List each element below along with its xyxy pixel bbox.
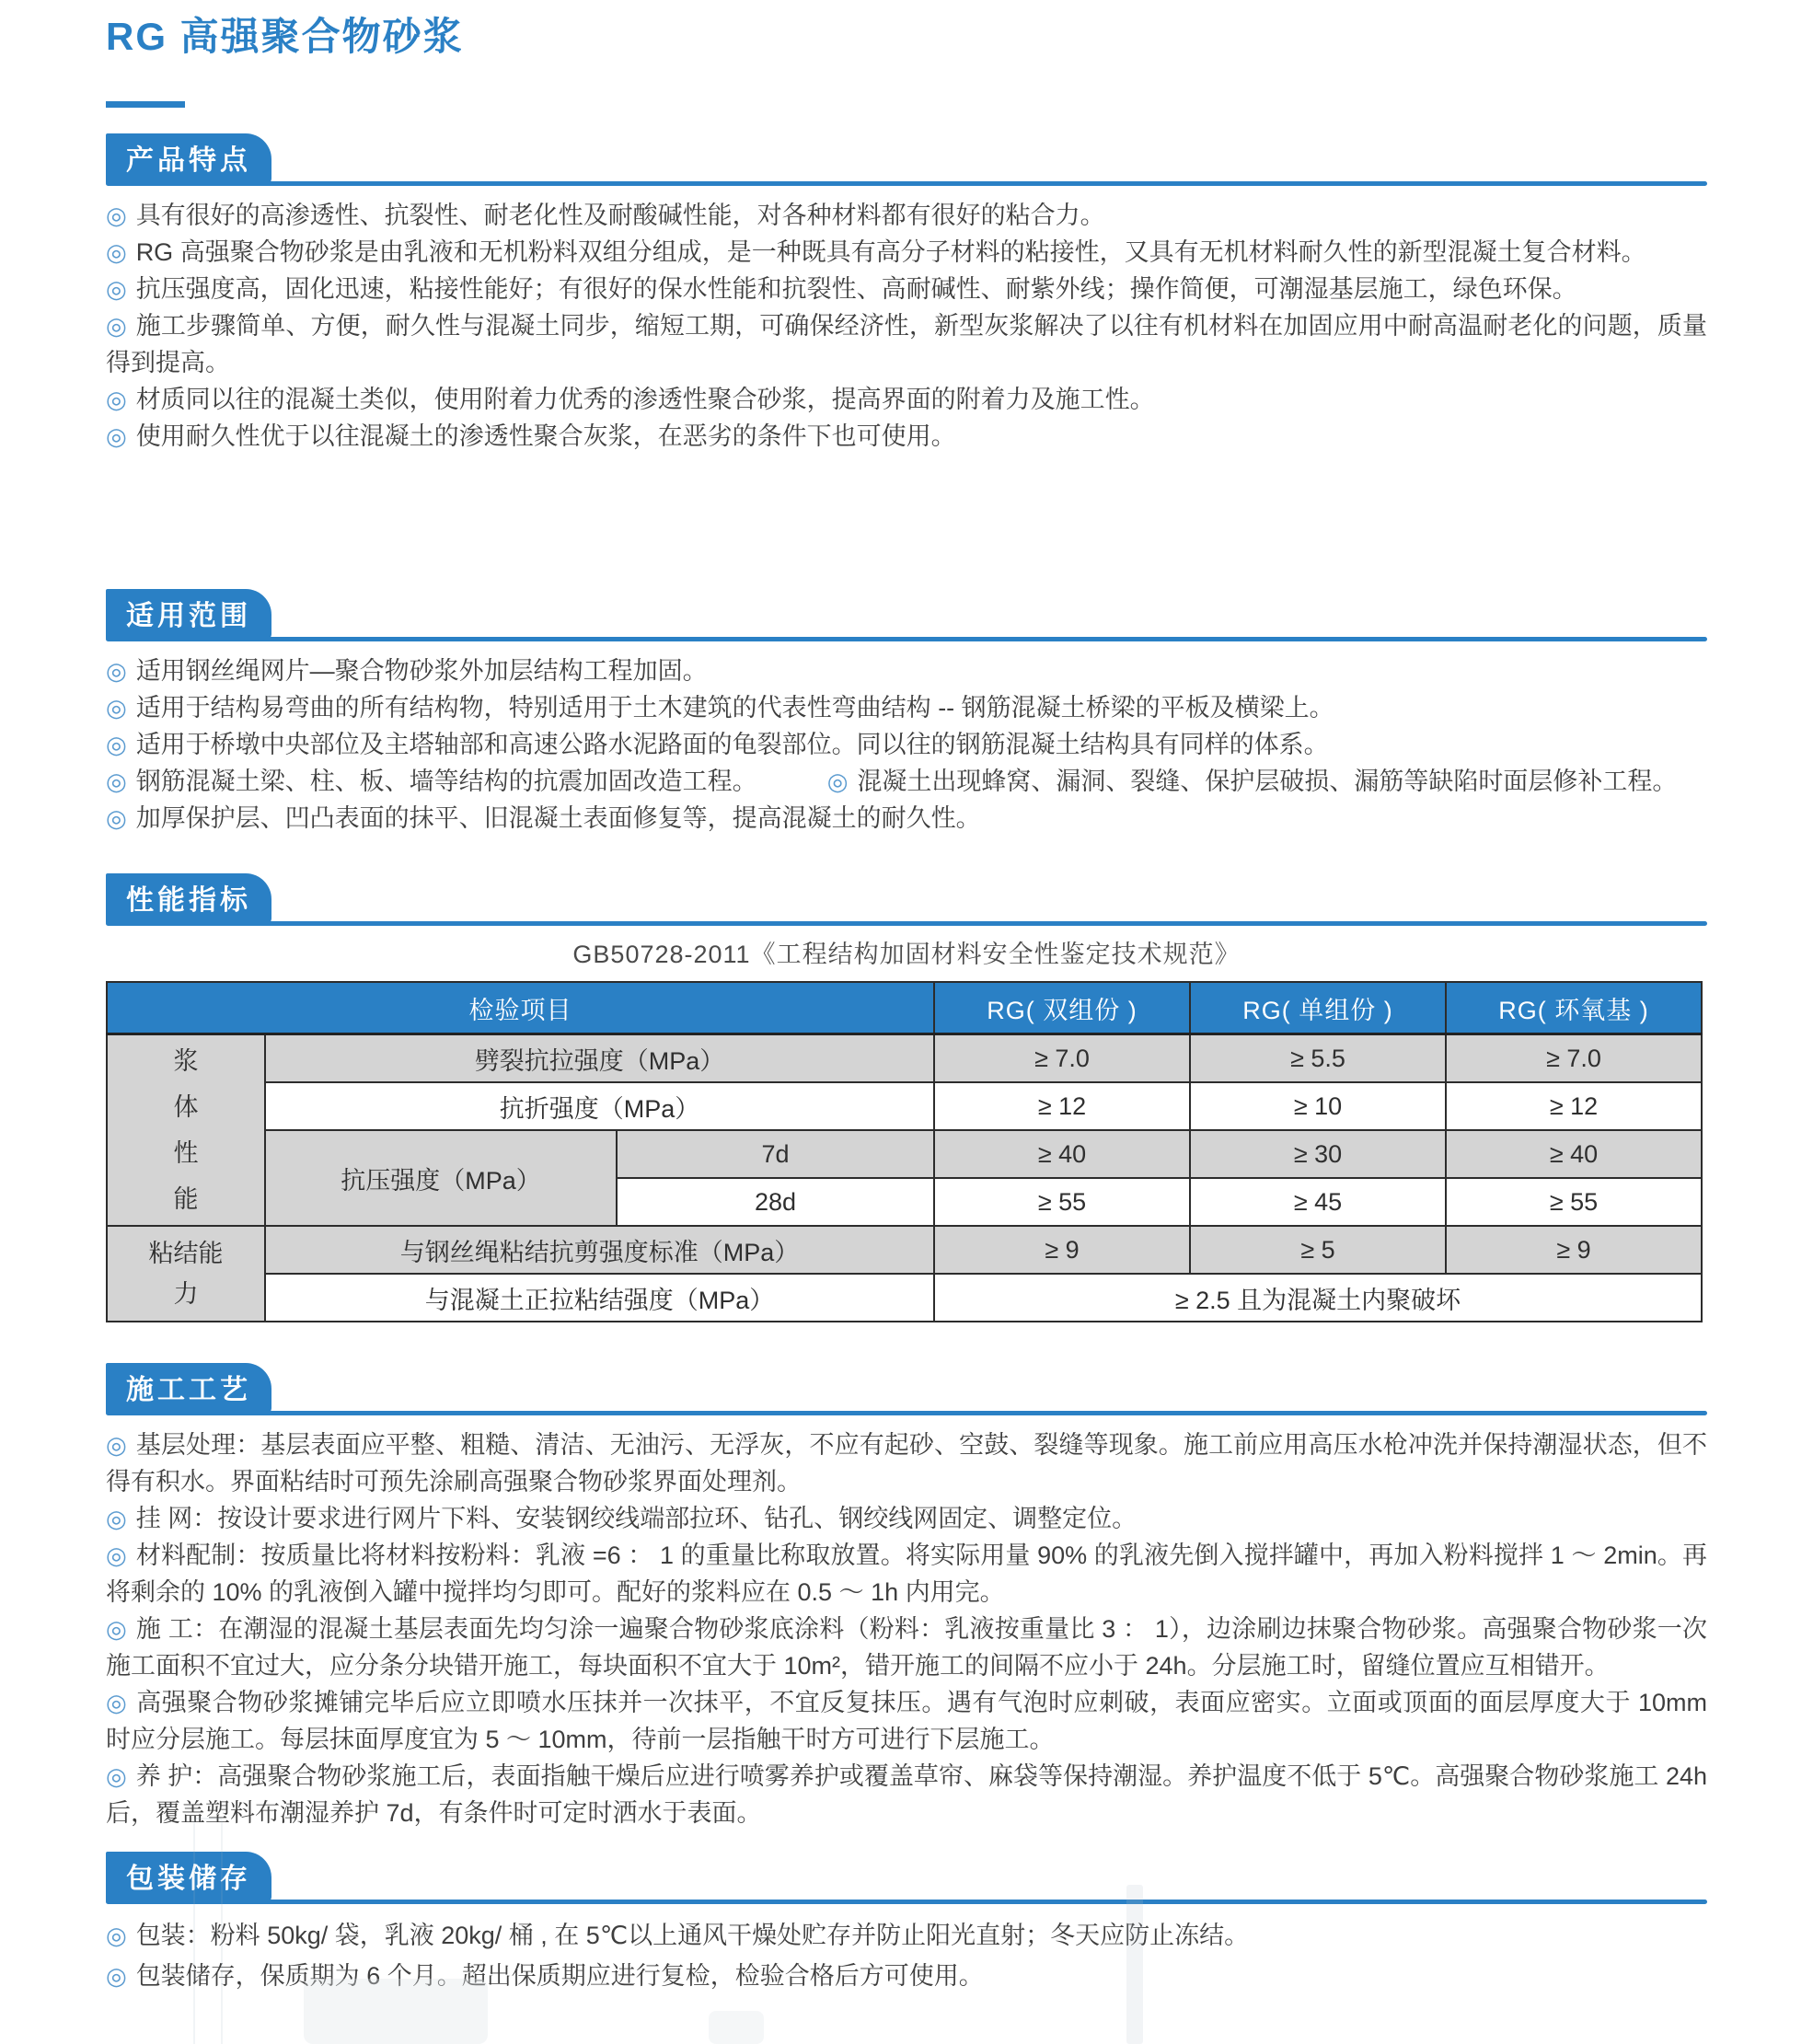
value-cell: ≥ 12 (934, 1082, 1190, 1130)
storage-item-text: 包装储存，保质期为 6 个月。超出保质期应进行复检，检验合格后方可使用。 (135, 1962, 984, 1990)
row-name-cell-compressive: 抗压强度（MPa） (265, 1130, 617, 1226)
process-item (106, 1611, 1707, 1684)
feature-item (106, 381, 1707, 418)
merged-value-cell: ≥ 2.5 且为混凝土内聚破坏 (934, 1274, 1702, 1322)
table-caption: GB50728-2011《工程结构加固材料安全性鉴定技术规范》 (572, 941, 1241, 968)
bullet-icon: ◎ (106, 768, 127, 795)
feature-item (106, 307, 1707, 381)
page-title: RG 高强聚合物砂浆 (106, 15, 464, 58)
process-item (106, 1537, 1707, 1611)
bullet-icon: ◎ (106, 1689, 128, 1716)
scope-item-text: 钢筋混凝土梁、柱、板、墙等结构的抗震加固改造工程。 (135, 768, 757, 795)
stub-text: 浆体性能 (173, 1047, 199, 1213)
performance-table (106, 981, 1703, 1322)
section-header-features (106, 133, 1707, 186)
table-row (107, 1034, 1702, 1083)
age-cell: 7d (617, 1130, 934, 1178)
feature-item-text: 施工步骤简单、方便，耐久性与混凝土同步，缩短工期，可确保经济性，新型灰浆解决了以往有机材料在加固应用中耐高温耐老化的问题，质量得到提高。 (106, 312, 1708, 376)
value-cell: ≥ 9 (934, 1226, 1190, 1274)
bullet-icon: ◎ (106, 694, 127, 722)
process-item (106, 1684, 1707, 1758)
feature-item-text: 使用耐久性优于以往混凝土的渗透性聚合灰浆，在恶劣的条件下也可使用。 (135, 422, 956, 450)
row-name-cell: 与钢丝绳粘结抗剪强度标准（MPa） (265, 1226, 934, 1274)
scope-item (106, 689, 1707, 726)
value-cell: ≥ 7.0 (1446, 1034, 1702, 1083)
storage-item (106, 1915, 1707, 1956)
bullet-icon: ◎ (106, 1762, 127, 1790)
section-rule (106, 181, 1707, 186)
table-header-cell-rg2: RG( 双组份 ) (934, 982, 1190, 1034)
table-row (107, 1226, 1702, 1274)
feature-item (106, 418, 1707, 455)
section-rule (106, 1411, 1707, 1415)
bullet-icon: ◎ (826, 768, 849, 795)
bullet-icon: ◎ (106, 657, 127, 685)
value-cell: ≥ 45 (1190, 1178, 1446, 1226)
watermark-shape (709, 2011, 764, 2044)
value-cell: ≥ 40 (1446, 1130, 1702, 1178)
feature-item-text: 具有很好的高渗透性、抗裂性、耐老化性及耐酸碱性能，对各种材料都有很好的粘合力。 (135, 202, 1105, 229)
feature-item-text: RG 高强聚合物砂浆是由乳液和无机粉料双组分组成，是一种既具有高分子材料的粘接性，又具有无机材料耐久性的新型混凝土复合材料。 (135, 238, 1646, 266)
table-header-cell-item: 检验项目 (107, 982, 934, 1034)
value-cell: ≥ 9 (1446, 1226, 1702, 1274)
page-content (106, 0, 1707, 1996)
bullet-icon: ◎ (106, 1431, 127, 1459)
scope-item-text: 适用于桥墩中央部位及主塔轴部和高速公路水泥路面的龟裂部位。同以往的钢筋混凝土结构具有同样的体系。 (135, 731, 1329, 758)
process-item-text: 挂 网：按设计要求进行网片下料、安装钢绞线端部拉环、钻孔、钢绞线网固定、调整定位。 (135, 1505, 1137, 1532)
scope-item-text: 混凝土出现蜂窝、漏洞、裂缝、保护层破损、漏筋等缺陷时面层修补工程。 (857, 768, 1678, 795)
scope-list (106, 652, 1707, 837)
title-underline (106, 101, 185, 108)
bullet-icon: ◎ (106, 731, 127, 758)
section-header-scope (106, 589, 1707, 641)
bullet-icon: ◎ (106, 238, 127, 266)
value-cell: ≥ 5.5 (1190, 1034, 1446, 1083)
value-cell: ≥ 55 (1446, 1178, 1702, 1226)
features-list (106, 197, 1707, 455)
value-cell: ≥ 12 (1446, 1082, 1702, 1130)
feature-item (106, 271, 1707, 307)
table-header-row (107, 982, 1702, 1034)
process-item-text: 高强聚合物砂浆摊铺完毕后应立即喷水压抹并一次抹平，不宜反复抹压。遇有气泡时应刺破，表面应密实。立面或顶面的面层厚度大于 10mm 时应分层施工。每层抹面厚度宜为 5 ～ 10mm，待前一层指触干时方可进行下层施工。 (106, 1689, 1708, 1753)
bullet-icon: ◎ (106, 1542, 127, 1569)
storage-item-text: 包装：粉料 50kg/ 袋，乳液 20kg/ 桶 , 在 5℃以上通风干燥处贮存并防止阳光直射；冬天应防止冻结。 (135, 1922, 1250, 1949)
value-cell: ≥ 30 (1190, 1130, 1446, 1178)
process-list (106, 1426, 1707, 1831)
scope-item-text: 加厚保护层、凹凸表面的抹平、旧混凝土表面修复等，提高混凝土的耐久性。 (135, 804, 981, 832)
bullet-icon: ◎ (106, 202, 127, 229)
process-item-text: 施 工：在潮湿的混凝土基层表面先均匀涂一遍聚合物砂浆底涂料（粉料：乳液按重量比 3 ： 1），边涂刷边抹聚合物砂浆。高强聚合物砂浆一次施工面积不宜过大，应分条分块错开施工，每块面积不宜大于 10m²，错开施工的间隔不应小于 24h。分层施工时，留缝位置应互相错开。 (106, 1615, 1707, 1680)
bullet-icon: ◎ (106, 422, 127, 450)
table-row (107, 1130, 1702, 1178)
section-rule (106, 1900, 1707, 1904)
bullet-icon: ◎ (106, 386, 127, 413)
bullet-icon: ◎ (106, 804, 127, 832)
row-name-cell: 与混凝土正拉粘结强度（MPa） (265, 1274, 934, 1322)
section-badge-performance: 性能指标 (106, 873, 271, 924)
row-name-cell: 抗折强度（MPa） (265, 1082, 934, 1130)
process-item (106, 1758, 1707, 1831)
scope-item-text: 适用于结构易弯曲的所有结构物，特别适用于土木建筑的代表性弯曲结构 -- 钢筋混凝土桥梁的平板及横梁上。 (135, 694, 1334, 722)
bullet-icon: ◎ (106, 312, 127, 340)
scope-item (106, 800, 1707, 837)
section-badge-features: 产品特点 (106, 133, 271, 184)
process-item-text: 材料配制：按质量比将材料按粉料：乳液 =6 ： 1 的重量比称取放置。将实际用量 90% 的乳液先倒入搅拌罐中，再加入粉料搅拌 1 ～ 2min。再将剩余的 10% 的乳液倒入罐中搅拌均匀即可。配好的浆料应在 0.5 ～ 1h 内用完。 (106, 1542, 1708, 1606)
storage-item (106, 1956, 1707, 1996)
section-rule (106, 921, 1707, 926)
value-cell: ≥ 55 (934, 1178, 1190, 1226)
section-header-storage (106, 1852, 1707, 1904)
stub-cell-paste-performance (107, 1034, 265, 1227)
process-item-text: 养 护：高强聚合物砂浆施工后，表面指触干燥后应进行喷雾养护或覆盖草帘、麻袋等保持潮湿。养护温度不低于 5℃。高强聚合物砂浆施工 24h 后，覆盖塑料布潮湿养护 7d，有条件时可定时洒水于表面。 (106, 1762, 1708, 1827)
stub-text: 粘结能力 (148, 1240, 224, 1308)
process-item (106, 1500, 1707, 1537)
table-header-cell-rg1: RG( 单组份 ) (1190, 982, 1446, 1034)
row-name-cell: 劈裂抗拉强度（MPa） (265, 1034, 934, 1083)
section-badge-scope: 适用范围 (106, 589, 271, 640)
value-cell: ≥ 7.0 (934, 1034, 1190, 1083)
feature-item (106, 234, 1707, 271)
value-cell: ≥ 40 (934, 1130, 1190, 1178)
section-header-performance (106, 873, 1707, 926)
feature-item-text: 抗压强度高，固化迅速，粘接性能好；有很好的保水性能和抗裂性、高耐碱性、耐紫外线；操作简便，可潮湿基层施工，绿色环保。 (135, 275, 1577, 303)
section-badge-process: 施工工艺 (106, 1363, 271, 1414)
value-cell: ≥ 5 (1190, 1226, 1446, 1274)
feature-item (106, 197, 1707, 234)
scope-item-double (106, 763, 1707, 800)
process-item-text: 基层处理：基层表面应平整、粗糙、清洁、无油污、无浮灰，不应有起砂、空鼓、裂缝等现象。施工前应用高压水枪冲洗并保持潮湿状态，但不得有积水。界面粘结时可预先涂刷高强聚合物砂浆界面处理剂。 (106, 1431, 1708, 1495)
section-header-process (106, 1363, 1707, 1415)
bullet-icon: ◎ (106, 1922, 127, 1949)
age-cell: 28d (617, 1178, 934, 1226)
table-row (107, 1274, 1702, 1322)
scope-item-text: 适用钢丝绳网片—聚合物砂浆外加层结构工程加固。 (135, 657, 708, 685)
scope-item (106, 726, 1707, 763)
bullet-icon: ◎ (106, 1962, 127, 1990)
bullet-icon: ◎ (106, 1505, 127, 1532)
feature-item-text: 材质同以往的混凝土类似，使用附着力优秀的渗透性聚合砂浆，提高界面的附着力及施工性。 (135, 386, 1155, 413)
table-row (107, 1082, 1702, 1130)
storage-list (106, 1915, 1707, 1996)
section-rule (106, 637, 1707, 641)
scope-item (106, 652, 1707, 689)
section-badge-storage: 包装储存 (106, 1852, 271, 1902)
process-item (106, 1426, 1707, 1500)
stub-cell-bond-capacity (107, 1226, 265, 1322)
bullet-icon: ◎ (106, 1615, 127, 1643)
table-header-cell-rge: RG( 环氧基 ) (1446, 982, 1702, 1034)
bullet-icon: ◎ (106, 275, 127, 303)
value-cell: ≥ 10 (1190, 1082, 1446, 1130)
